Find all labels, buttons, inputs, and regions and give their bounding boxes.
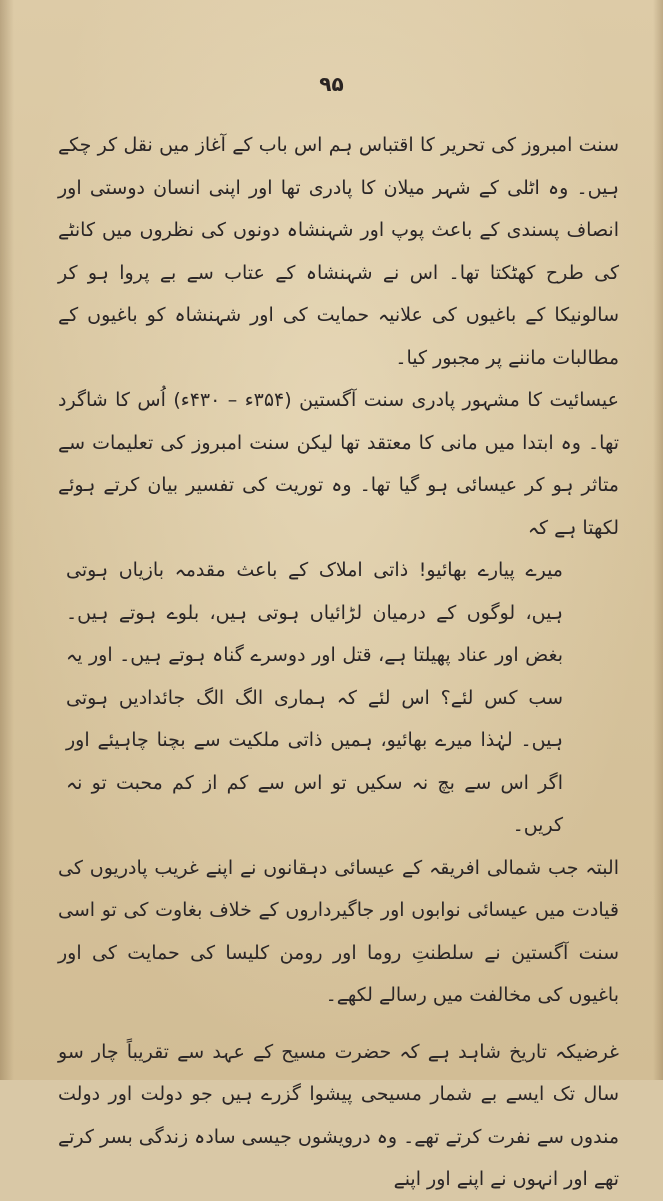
paragraph-north-africa: البتہ جب شمالی افریقہ کے عیسائی دہقانوں نے اپنے غریب پادریوں کی قیادت میں عیسائی نوابوں اور جاگیرداروں کے خلاف بغاوت کی تو اسی سنت آگستین نے سلطنتِ روما اور رومن کلیسا کی حمایت کی اور باغیوں کی مخالفت میں رسالے لکھے۔ (58, 856, 619, 1006)
page-number: ۹۵ (319, 72, 344, 96)
page-shadow-left (0, 0, 14, 1080)
paragraph-augustine-quote: میرے پیارے بھائیو! ذاتی املاک کے باعث مقدمہ بازیاں ہوتی ہیں، لوگوں کے درمیان لڑائیاں ہوتی ہیں، بلوے ہوتے ہیں۔ بغض اور عناد پھیلتا ہے، قتل اور دوسرے گناہ ہوتے ہیں۔ اور یہ سب کس لئے؟ اس لئے کہ ہماری الگ الگ جائدادیں ہوتی ہیں۔ لہٰذا میرے بھائیو، ہمیں ذاتی ملکیت سے بچنا چاہیئے اور اگر اس سے بچ نہ سکیں تو اس سے کم از کم محبت تو نہ کریں۔ (66, 559, 563, 836)
page-shadow-right (653, 0, 663, 1080)
paragraph-augustine: عیسائیت کا مشہور پادری سنت آگستین (۳۵۴ء – ۴۳۰ء) اُس کا شاگرد تھا۔ وہ ابتدا میں مانی کا معتقد تھا لیکن سنت امبروز کی تعلیمات سے متاثر ہو کر عیسائی ہو گیا تھا۔ وہ توریت کی تفسیر بیان کرتے ہوئے لکھتا ہے کہ (58, 389, 619, 539)
body-text (58, 124, 619, 1201)
paragraph-ambrose: سنت امبروز کی تحریر کا اقتباس ہم اس باب کے آغاز میں نقل کر چکے ہیں۔ وہ اٹلی کے شہر میلان کا پادری تھا اور اپنی انسان دوستی اور انصاف پسندی کے باعث پوپ اور شہنشاہ دونوں کی نظروں میں کانٹے کی طرح کھٹکتا تھا۔ اس نے شہنشاہ کے عتاب سے بے پروا ہو کر سالونیکا کے باغیوں کی علانیہ حمایت کی اور شہنشاہ کو باغیوں کے مطالبات ماننے پر مجبور کیا۔ (58, 134, 619, 369)
paragraph-conclusion: غرضیکہ تاریخ شاہد ہے کہ حضرت مسیح کے عہد سے تقریباً چار سو سال تک ایسے بے شمار مسیحی پیشوا گزرے ہیں جو دولت اور دولت مندوں سے نفرت کرتے تھے۔ وہ درویشوں جیسی سادہ زندگی بسر کرتے تھے اور انہوں نے اپنے اور اپنے (58, 1040, 619, 1190)
